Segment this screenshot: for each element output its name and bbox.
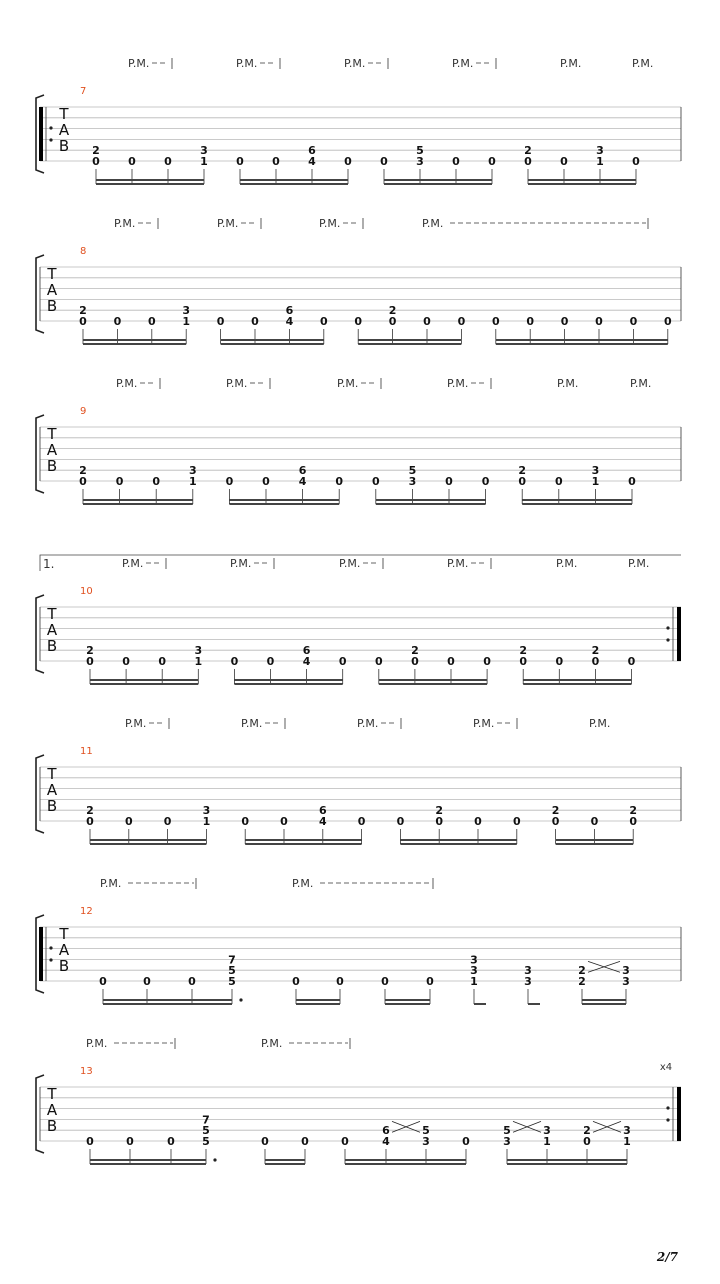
fret-number: 3 xyxy=(194,644,203,658)
fret-number: 0 xyxy=(272,155,280,168)
fret-number: 0 xyxy=(158,655,167,668)
fret-number: 0 xyxy=(447,655,455,668)
fret-number: 2 xyxy=(578,975,586,988)
fret-number: 0 xyxy=(266,655,275,668)
fret-number: 1 xyxy=(623,1135,631,1148)
tab-clef-letter: B xyxy=(46,457,58,475)
measure-number: 13 xyxy=(80,1066,93,1077)
fret-number: 0 xyxy=(354,315,363,328)
fret-number: 4 xyxy=(382,1135,390,1148)
fret-number: 5 xyxy=(503,1124,511,1138)
tab-clef-letter: T xyxy=(47,1085,57,1103)
fret-number: 4 xyxy=(318,815,327,828)
fret-number: 2 xyxy=(519,644,528,658)
repeat-dot xyxy=(49,946,52,949)
fret-number: 0 xyxy=(99,975,107,988)
fret-number: 0 xyxy=(452,155,460,168)
tab-system-5 xyxy=(36,717,681,844)
fret-number: 2 xyxy=(79,304,87,318)
fret-number: 0 xyxy=(519,655,528,668)
fret-number: 3 xyxy=(623,1124,631,1138)
palm-mute-label: P.M. xyxy=(241,717,263,730)
palm-mute-label: P.M. xyxy=(230,557,252,570)
palm-mute-label: P.M. xyxy=(628,557,650,570)
fret-number: 0 xyxy=(551,815,560,828)
duration-dot xyxy=(213,1158,216,1161)
palm-mute-label: P.M. xyxy=(556,557,578,570)
fret-number: 6 xyxy=(382,1124,390,1138)
fret-number: 0 xyxy=(595,315,603,328)
fret-number: 0 xyxy=(483,655,491,668)
fret-number: 0 xyxy=(86,815,94,828)
fret-number: 0 xyxy=(113,315,122,328)
palm-mute-label: P.M. xyxy=(447,377,469,390)
fret-number: 0 xyxy=(79,315,87,328)
fret-number: 0 xyxy=(319,315,328,328)
tab-system-2 xyxy=(36,217,681,344)
fret-number: 0 xyxy=(554,475,563,488)
fret-number: 2 xyxy=(551,804,560,818)
fret-number: 3 xyxy=(408,475,417,488)
palm-mute-label: P.M. xyxy=(447,557,469,570)
tab-clef-letter: B xyxy=(46,1117,58,1135)
measure-number: 10 xyxy=(80,586,93,597)
fret-number: 0 xyxy=(236,155,244,168)
fret-number: 0 xyxy=(457,315,466,328)
fret-number: 3 xyxy=(416,155,424,168)
fret-number: 0 xyxy=(627,655,636,668)
fret-number: 3 xyxy=(470,964,478,978)
palm-mute-label: P.M. xyxy=(236,57,258,70)
fret-number: 0 xyxy=(524,155,532,168)
palm-mute-label: P.M. xyxy=(292,877,314,890)
fret-number: 6 xyxy=(298,464,307,478)
fret-number: 4 xyxy=(285,315,294,328)
fret-number: 0 xyxy=(488,155,496,168)
fret-number: 3 xyxy=(596,144,604,158)
fret-number: 2 xyxy=(86,804,94,818)
fret-number: 5 xyxy=(202,1135,210,1148)
palm-mute-label: P.M. xyxy=(630,377,652,390)
fret-number: 6 xyxy=(318,804,327,818)
palm-mute-label: P.M. xyxy=(122,557,144,570)
fret-number: 0 xyxy=(128,155,136,168)
fret-number: 0 xyxy=(411,655,419,668)
fret-number: 3 xyxy=(524,964,532,978)
fret-number: 0 xyxy=(122,655,130,668)
fret-number: 2 xyxy=(578,964,586,978)
repeat-dot xyxy=(49,958,52,961)
palm-mute-label: P.M. xyxy=(589,717,611,730)
fret-number: 3 xyxy=(543,1124,551,1138)
fret-number: 5 xyxy=(422,1124,430,1138)
fret-number: 1 xyxy=(470,975,478,988)
measure-number: 7 xyxy=(80,86,87,97)
fret-number: 0 xyxy=(423,315,431,328)
fret-number: 1 xyxy=(596,155,604,168)
fret-number: 0 xyxy=(301,1135,309,1148)
fret-number: 0 xyxy=(512,815,521,828)
fret-number: 3 xyxy=(200,144,208,158)
repeat-thick-bar xyxy=(39,927,43,981)
tab-clef-letter: B xyxy=(58,137,70,155)
fret-number: 0 xyxy=(344,155,352,168)
palm-mute-label: P.M. xyxy=(261,1037,283,1050)
fret-number: 0 xyxy=(426,975,434,988)
fret-number: 1 xyxy=(182,315,191,328)
fret-number: 0 xyxy=(481,475,490,488)
palm-mute-label: P.M. xyxy=(319,217,341,230)
fret-number: 3 xyxy=(470,953,478,967)
fret-number: 0 xyxy=(262,475,270,488)
palm-mute-label: P.M. xyxy=(337,377,359,390)
palm-mute-label: P.M. xyxy=(339,557,361,570)
fret-number: 0 xyxy=(164,155,172,168)
fret-number: 2 xyxy=(79,464,87,478)
tab-clef-letter: A xyxy=(58,121,70,139)
tab-system-7 xyxy=(36,1037,681,1164)
fret-number: 0 xyxy=(629,815,638,828)
fret-number: 0 xyxy=(230,655,239,668)
fret-number: 0 xyxy=(590,815,599,828)
repeat-thick-bar xyxy=(677,607,681,661)
fret-number: 5 xyxy=(228,975,236,988)
tab-system-4 xyxy=(36,555,681,684)
fret-number: 0 xyxy=(435,815,444,828)
palm-mute-label: P.M. xyxy=(344,57,366,70)
fret-number: 0 xyxy=(261,1135,269,1148)
fret-number: 6 xyxy=(308,144,316,158)
palm-mute-label: P.M. xyxy=(357,717,379,730)
fret-number: 0 xyxy=(380,155,388,168)
fret-number: 2 xyxy=(524,144,532,158)
fret-number: 4 xyxy=(308,155,316,168)
repeat-dot xyxy=(666,1118,669,1121)
fret-number: 0 xyxy=(518,475,527,488)
fret-number: 6 xyxy=(285,304,294,318)
fret-number: 0 xyxy=(338,655,347,668)
fret-number: 2 xyxy=(629,804,638,818)
repeat-dot xyxy=(666,1106,669,1109)
tab-system-3 xyxy=(36,377,681,504)
tab-clef-letter: B xyxy=(46,797,58,815)
fret-number: 0 xyxy=(188,975,196,988)
fret-number: 2 xyxy=(86,644,94,658)
tab-clef-letter: T xyxy=(47,425,57,443)
tab-system-6 xyxy=(36,877,681,1004)
fret-number: 3 xyxy=(524,975,532,988)
fret-number: 0 xyxy=(341,1135,349,1148)
fret-number: 0 xyxy=(336,975,344,988)
fret-number: 0 xyxy=(152,475,161,488)
palm-mute-label: P.M. xyxy=(125,717,147,730)
fret-number: 0 xyxy=(629,315,638,328)
fret-number: 0 xyxy=(225,475,234,488)
tab-clef-letter: T xyxy=(47,605,57,623)
tab-clef-letter: B xyxy=(58,957,70,975)
fret-number: 5 xyxy=(416,144,424,158)
fret-number: 4 xyxy=(298,475,307,488)
fret-number: 0 xyxy=(167,1135,175,1148)
fret-number: 3 xyxy=(188,464,197,478)
fret-number: 5 xyxy=(202,1124,210,1138)
fret-number: 7 xyxy=(228,953,236,967)
palm-mute-label: P.M. xyxy=(114,217,136,230)
fret-number: 0 xyxy=(292,975,300,988)
fret-number: 2 xyxy=(518,464,527,478)
palm-mute-label: P.M. xyxy=(473,717,495,730)
repeat-count: x4 xyxy=(659,1062,673,1073)
fret-number: 0 xyxy=(241,815,250,828)
fret-number: 2 xyxy=(92,144,100,158)
tab-system-1 xyxy=(36,57,681,184)
fret-number: 2 xyxy=(591,644,600,658)
fret-number: 0 xyxy=(526,315,535,328)
fret-number: 3 xyxy=(591,464,600,478)
tab-clef-letter: T xyxy=(47,265,57,283)
fret-number: 0 xyxy=(163,815,172,828)
fret-number: 0 xyxy=(445,475,453,488)
fret-number: 0 xyxy=(86,1135,94,1148)
fret-number: 0 xyxy=(216,315,225,328)
fret-number: 1 xyxy=(194,655,203,668)
fret-number: 0 xyxy=(115,475,124,488)
palm-mute-label: P.M. xyxy=(128,57,150,70)
palm-mute-label: P.M. xyxy=(632,57,654,70)
palm-mute-label: P.M. xyxy=(560,57,582,70)
repeat-dot xyxy=(666,638,669,641)
measure-number: 8 xyxy=(80,246,87,257)
fret-number: 0 xyxy=(381,975,389,988)
fret-number: 5 xyxy=(228,964,236,978)
tab-clef-letter: T xyxy=(59,925,69,943)
fret-number: 0 xyxy=(280,815,288,828)
fret-number: 3 xyxy=(622,975,630,988)
palm-mute-label: P.M. xyxy=(217,217,239,230)
measure-number: 12 xyxy=(80,906,93,917)
fret-number: 0 xyxy=(251,315,259,328)
tab-clef-letter: A xyxy=(46,621,58,639)
fret-number: 3 xyxy=(622,964,630,978)
fret-number: 6 xyxy=(302,644,311,658)
fret-number: 0 xyxy=(143,975,151,988)
repeat-dot xyxy=(666,626,669,629)
fret-number: 0 xyxy=(124,815,133,828)
fret-number: 3 xyxy=(503,1135,511,1148)
fret-number: 0 xyxy=(560,315,569,328)
fret-number: 0 xyxy=(555,655,564,668)
tab-clef-letter: B xyxy=(46,297,58,315)
repeat-thick-bar xyxy=(677,1087,681,1141)
fret-number: 3 xyxy=(422,1135,430,1148)
fret-number: 0 xyxy=(491,315,500,328)
fret-number: 0 xyxy=(371,475,380,488)
tab-clef-letter: A xyxy=(46,441,58,459)
tab-clef-letter: A xyxy=(46,781,58,799)
fret-number: 0 xyxy=(357,815,366,828)
fret-number: 0 xyxy=(663,315,672,328)
fret-number: 2 xyxy=(388,304,397,318)
fret-number: 5 xyxy=(408,464,417,478)
fret-number: 3 xyxy=(202,804,211,818)
fret-number: 3 xyxy=(182,304,191,318)
fret-number: 0 xyxy=(591,655,600,668)
fret-number: 7 xyxy=(202,1113,210,1127)
measure-number: 9 xyxy=(80,406,87,417)
fret-number: 0 xyxy=(462,1135,470,1148)
tab-clef-letter: T xyxy=(59,105,69,123)
fret-number: 1 xyxy=(200,155,208,168)
fret-number: 0 xyxy=(396,815,405,828)
tab-clef-letter: B xyxy=(46,637,58,655)
palm-mute-label: P.M. xyxy=(452,57,474,70)
fret-number: 0 xyxy=(474,815,482,828)
fret-number: 0 xyxy=(92,155,100,168)
fret-number: 0 xyxy=(86,655,94,668)
fret-number: 0 xyxy=(388,315,397,328)
tab-clef-letter: A xyxy=(46,1101,58,1119)
fret-number: 4 xyxy=(302,655,311,668)
fret-number: 2 xyxy=(411,644,419,658)
fret-number: 0 xyxy=(335,475,344,488)
tab-clef-letter: A xyxy=(46,281,58,299)
fret-number: 0 xyxy=(560,155,568,168)
fret-number: 1 xyxy=(202,815,211,828)
fret-number: 0 xyxy=(632,155,640,168)
fret-number: 0 xyxy=(79,475,87,488)
palm-mute-label: P.M. xyxy=(86,1037,108,1050)
page-number: 2/7 xyxy=(656,1250,678,1264)
fret-number: 0 xyxy=(374,655,383,668)
palm-mute-label: P.M. xyxy=(116,377,138,390)
measure-number: 11 xyxy=(80,746,93,757)
fret-number: 0 xyxy=(583,1135,591,1148)
fret-number: 1 xyxy=(543,1135,551,1148)
fret-number: 0 xyxy=(126,1135,134,1148)
palm-mute-label: P.M. xyxy=(422,217,444,230)
palm-mute-label: P.M. xyxy=(100,877,122,890)
duration-dot xyxy=(239,998,242,1001)
fret-number: 1 xyxy=(591,475,600,488)
palm-mute-label: P.M. xyxy=(226,377,248,390)
tab-clef-letter: T xyxy=(47,765,57,783)
repeat-thick-bar xyxy=(39,107,43,161)
fret-number: 0 xyxy=(628,475,636,488)
repeat-dot xyxy=(49,138,52,141)
tab-clef-letter: A xyxy=(58,941,70,959)
fret-number: 2 xyxy=(435,804,444,818)
repeat-dot xyxy=(49,126,52,129)
fret-number: 0 xyxy=(147,315,156,328)
fret-number: 2 xyxy=(583,1124,591,1138)
volta-label: 1. xyxy=(43,557,55,571)
palm-mute-label: P.M. xyxy=(557,377,579,390)
fret-number: 1 xyxy=(188,475,197,488)
